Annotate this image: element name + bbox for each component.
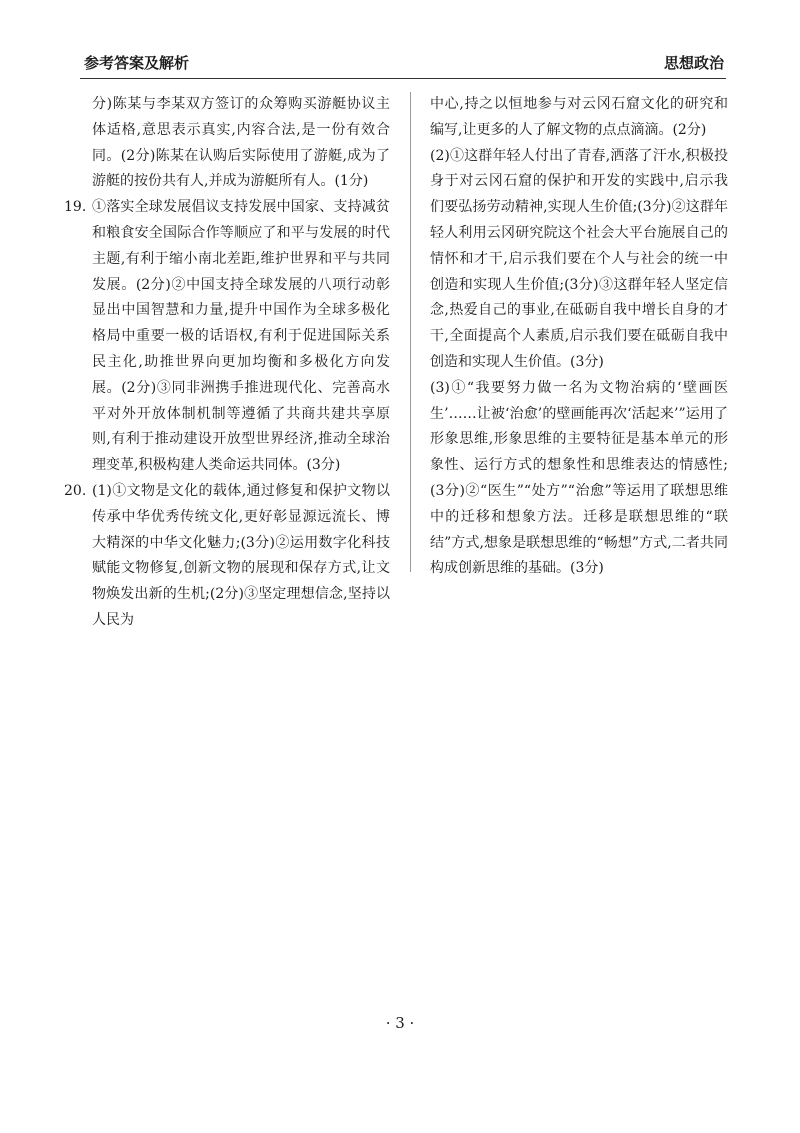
question-19-answer: ①落实全球发展倡议支持发展中国家、支持减贫和粮食安全国际合作等顺应了和平与发展的时代主题,有利于缩小南北差距,维护世界和平与共同发展。(2分)②中国支持全球发展的八项行动彰显出中国智慧和力量,提升中国作为全球多极化格局中重要一极的话语权,有利于促进国际关系民主化,助推世界向更加均衡和多极化方向发展。(2分)③同非洲携手推进现代化、完善高水平对外开放体制机制等遵循了共商共建共享原则,有利于推动建设开放型世界经济,推动全球治理变革,积极构建人类命运共同体。(3分): [92, 199, 390, 474]
right-continuation-text: 中心,持之以恒地参与对云冈石窟文化的研究和编写,让更多的人了解文物的点点滴滴。(2分): [430, 96, 728, 138]
column-divider: [410, 92, 411, 572]
question-20-number: 20.: [64, 482, 87, 499]
question-20-answer-part1: (1)①文物是文化的载体,通过修复和保护文物以传承中华优秀传统文化,更好彰显源远流长、博大精深的中华文化魅力;(3分)②运用数字化科技赋能文物修复,创新文物的展现和保存方式,让文物焕发出新的生机;(2分)③坚定理想信念,坚持以人民为: [92, 482, 390, 628]
question-20: [64, 479, 390, 634]
question-19: [64, 195, 390, 479]
header-left-title: 参考答案及解析: [84, 54, 190, 72]
question-19-number: 19.: [64, 199, 87, 216]
left-column: [64, 92, 390, 634]
left-continuation-text: 分)陈某与李某双方签订的众筹购买游艇协议主体适格,意思表示真实,内容合法,是一份有效合同。(2分)陈某在认购后实际使用了游艇,成为了游艇的按份共有人,并成为游艇所有人。(1分): [92, 96, 390, 190]
header-rule: [80, 78, 726, 79]
question-20-answer-part2: (2)①这群年轻人付出了青春,洒落了汗水,积极投身于对云冈石窟的保护和开发的实践中,启示我们要弘扬劳动精神,实现人生价值;(3分)②这群年轻人利用云冈研究院这个社会大平台施展自己的情怀和才干,启示我们要在个人与社会的统一中创造和实现人生价值;(3分)③这群年轻人坚定信念,热爱自己的事业,在砥砺自我中增长自身的才干,全面提高个人素质,启示我们要在砥砺自我中创造和实现人生价值。(3分): [430, 147, 728, 370]
right-column: [430, 92, 728, 582]
page-header: [84, 52, 724, 74]
header-right-title: 思想政治: [663, 54, 724, 72]
page-number: · 3 ·: [385, 1014, 415, 1032]
question-20-answer-part3: (3)①“我要努力做一名为文物治病的‘壁画医生’……让被‘治愈’的壁画能再次‘活起来’”运用了形象思维,形象思维的主要特征是基本单元的形象性、运行方式的想象性和思维表达的情感性;(3分)②“医生”“处方”“治愈”等运用了联想思维中的迁移和想象方法。迁移是联想思维的“联结”方式,想象是联想思维的“畅想”方式,二者共同构成创新思维的基础。(3分): [430, 379, 728, 577]
